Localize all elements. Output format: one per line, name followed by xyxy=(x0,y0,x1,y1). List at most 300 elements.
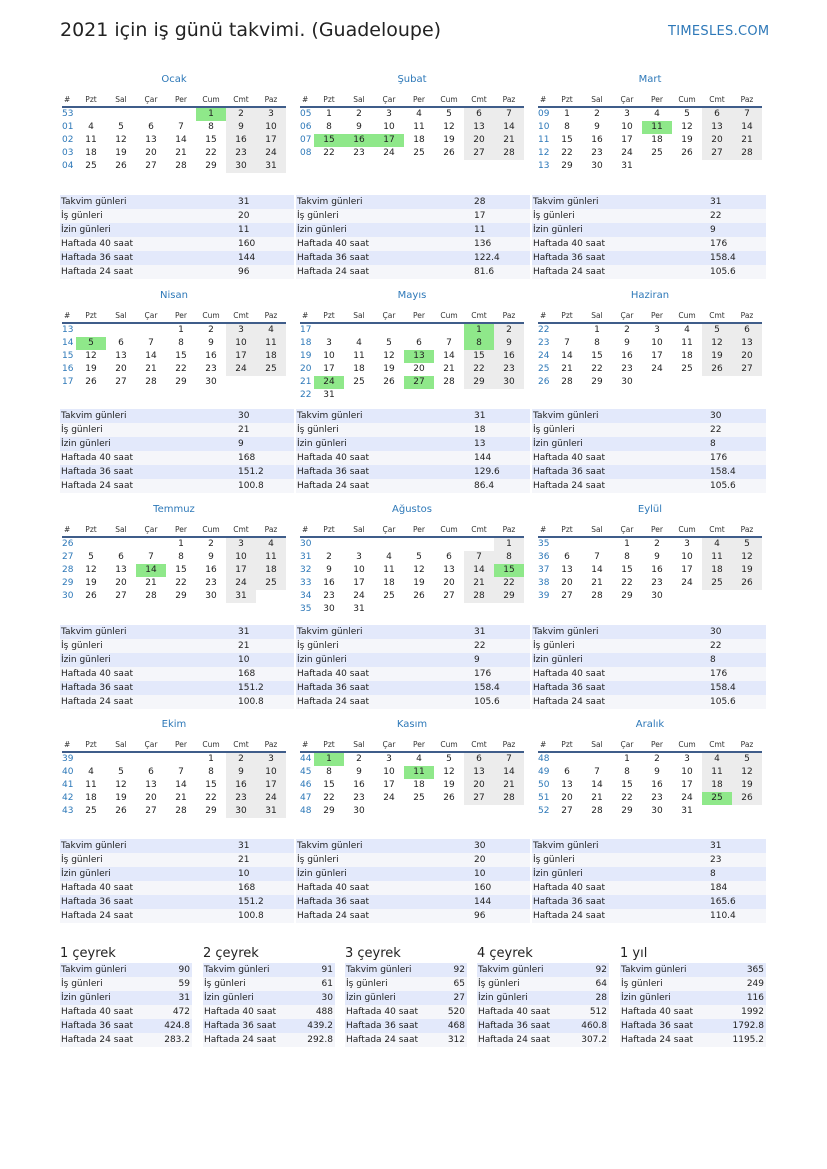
summary-value: 307.2 xyxy=(572,1033,609,1047)
summary-label: Haftada 40 saat xyxy=(532,451,709,465)
holiday-day-cell: 5 xyxy=(76,337,106,350)
empty-day-cell xyxy=(344,537,374,551)
day-cell: 18 xyxy=(383,578,395,588)
summary-label: Haftada 24 saat xyxy=(532,265,709,279)
day-cell: 25 xyxy=(651,148,663,158)
week-number: 15 xyxy=(62,351,74,361)
day-cell: 14 xyxy=(175,780,187,790)
day-cell: 18 xyxy=(681,351,693,361)
summary-value: 160 xyxy=(473,881,530,895)
summary-label: Haftada 40 saat xyxy=(60,881,237,895)
holiday-day-cell: 1 xyxy=(196,107,226,121)
day-cell: 20 xyxy=(115,364,127,374)
summary-value: 122.4 xyxy=(473,251,530,265)
empty-day-cell xyxy=(136,107,166,121)
day-cell: 31 xyxy=(323,390,335,400)
week-number: 34 xyxy=(300,591,312,601)
weekday-header: Sal xyxy=(344,737,374,752)
day-cell: 23 xyxy=(353,793,365,803)
day-cell: 31 xyxy=(353,604,365,614)
week-row xyxy=(300,323,524,337)
page-title: 2021 için iş günü takvimi. (Guadeloupe) xyxy=(60,19,442,41)
day-cell: 19 xyxy=(681,135,693,145)
day-cell: 12 xyxy=(85,565,97,575)
week-row xyxy=(538,363,762,376)
weekday-header: Cmt xyxy=(702,92,732,107)
summary-value: 30 xyxy=(709,409,766,423)
week-number: 28 xyxy=(62,565,74,575)
day-cell: 25 xyxy=(256,363,286,376)
summary-value: 11 xyxy=(473,223,530,237)
day-cell: 3 xyxy=(624,109,630,119)
weekday-header: Paz xyxy=(494,92,524,107)
day-cell: 26 xyxy=(443,148,455,158)
weekday-header: Çar xyxy=(612,737,642,752)
weekday-header: Çar xyxy=(612,522,642,537)
day-cell: 26 xyxy=(681,148,693,158)
summary-label: İzin günleri xyxy=(296,223,473,237)
weekday-header: # xyxy=(538,92,552,107)
month-3 xyxy=(62,286,286,389)
day-cell: 3 xyxy=(256,107,286,121)
week-number: 16 xyxy=(62,364,74,374)
empty-day-cell xyxy=(552,323,582,337)
summary-value: 27 xyxy=(441,991,467,1005)
day-cell: 11 xyxy=(256,337,286,350)
day-cell: 1 xyxy=(594,325,600,335)
day-cell: 6 xyxy=(416,338,422,348)
weekday-header: # xyxy=(62,92,76,107)
summary-label: Haftada 40 saat xyxy=(60,1005,155,1019)
day-cell: 16 xyxy=(651,780,663,790)
summary-value: 158.4 xyxy=(709,681,766,695)
summary-value: 1195.2 xyxy=(719,1033,766,1047)
day-cell: 17 xyxy=(226,564,256,577)
day-cell: 2 xyxy=(208,325,214,335)
weekday-header: Cmt xyxy=(226,522,256,537)
day-cell: 26 xyxy=(85,591,97,601)
quarter-summary-table xyxy=(620,963,766,1047)
week-number: 29 xyxy=(62,578,74,588)
summary-value: 472 xyxy=(155,1005,192,1019)
day-cell: 30 xyxy=(226,160,256,173)
weekday-header: Cmt xyxy=(702,522,732,537)
week-number: 42 xyxy=(62,793,74,803)
day-cell: 5 xyxy=(446,109,452,119)
week-number: 06 xyxy=(300,122,312,132)
empty-day-cell xyxy=(344,389,374,402)
week-number: 47 xyxy=(300,793,312,803)
day-cell: 14 xyxy=(561,351,573,361)
day-cell: 16 xyxy=(591,135,603,145)
week-row xyxy=(62,363,286,376)
empty-day-cell xyxy=(434,389,464,402)
week-row xyxy=(538,350,762,363)
day-cell: 22 xyxy=(621,793,633,803)
month-summary-table xyxy=(532,409,766,493)
empty-day-cell xyxy=(642,376,672,389)
empty-day-cell xyxy=(256,590,286,603)
day-cell: 27 xyxy=(115,591,127,601)
summary-value: 21 xyxy=(237,639,294,653)
summary-value: 1992 xyxy=(719,1005,766,1019)
week-row xyxy=(300,107,524,121)
summary-label: İzin günleri xyxy=(477,991,572,1005)
day-cell: 22 xyxy=(323,148,335,158)
weekday-header: Per xyxy=(166,92,196,107)
day-cell: 15 xyxy=(621,780,633,790)
day-cell: 29 xyxy=(205,161,217,171)
weekday-header: Çar xyxy=(612,92,642,107)
day-cell: 13 xyxy=(443,565,455,575)
week-row xyxy=(300,779,524,792)
summary-value: 22 xyxy=(709,209,766,223)
week-row xyxy=(300,590,524,603)
day-cell: 3 xyxy=(684,539,690,549)
day-cell: 26 xyxy=(115,161,127,171)
empty-day-cell xyxy=(166,752,196,766)
summary-value: 249 xyxy=(719,977,766,991)
day-cell: 5 xyxy=(446,754,452,764)
summary-value: 61 xyxy=(298,977,335,991)
day-cell: 21 xyxy=(561,364,573,374)
day-cell: 3 xyxy=(654,325,660,335)
day-cell: 17 xyxy=(651,351,663,361)
week-row xyxy=(538,337,762,350)
day-cell: 21 xyxy=(732,134,762,147)
summary-value: 30 xyxy=(473,839,530,853)
empty-day-cell xyxy=(434,603,464,616)
empty-day-cell xyxy=(374,389,404,402)
weekday-header: Pzt xyxy=(76,522,106,537)
summary-value: 160 xyxy=(237,237,294,251)
month-summary-table xyxy=(296,409,530,493)
holiday-day-cell: 1 xyxy=(464,323,494,337)
week-number: 20 xyxy=(300,364,312,374)
week-row xyxy=(538,577,762,590)
month-calendar-table xyxy=(538,737,762,818)
day-cell: 4 xyxy=(654,109,660,119)
day-cell: 16 xyxy=(205,565,217,575)
empty-day-cell xyxy=(464,603,494,616)
day-cell: 7 xyxy=(178,122,184,132)
week-number: 17 xyxy=(300,325,312,335)
week-number: 13 xyxy=(538,161,550,171)
summary-value: 165.6 xyxy=(709,895,766,909)
summary-value: 512 xyxy=(572,1005,609,1019)
weekday-header: Cmt xyxy=(464,737,494,752)
week-number: 30 xyxy=(300,539,312,549)
day-cell: 17 xyxy=(621,135,633,145)
day-cell: 23 xyxy=(353,148,365,158)
weekday-header: Sal xyxy=(344,92,374,107)
week-row xyxy=(538,376,762,389)
summary-value: 144 xyxy=(237,251,294,265)
quarter-summary-table xyxy=(477,963,609,1047)
week-row xyxy=(62,805,286,818)
day-cell: 11 xyxy=(702,551,732,564)
day-cell: 14 xyxy=(464,564,494,577)
day-cell: 6 xyxy=(118,552,124,562)
day-cell: 23 xyxy=(226,792,256,805)
day-cell: 25 xyxy=(256,577,286,590)
day-cell: 23 xyxy=(494,363,524,376)
day-cell: 19 xyxy=(383,364,395,374)
day-cell: 28 xyxy=(561,377,573,387)
summary-label: Haftada 36 saat xyxy=(477,1019,572,1033)
weekday-header: Çar xyxy=(374,308,404,323)
summary-value: 9 xyxy=(473,653,530,667)
weekday-header: Per xyxy=(404,737,434,752)
day-cell: 8 xyxy=(624,552,630,562)
summary-value: 28 xyxy=(473,195,530,209)
summary-value: 100.8 xyxy=(237,695,294,709)
weekday-header: Sal xyxy=(344,522,374,537)
day-cell: 7 xyxy=(494,752,524,766)
empty-day-cell xyxy=(702,160,732,173)
day-cell: 2 xyxy=(594,109,600,119)
day-cell: 26 xyxy=(732,792,762,805)
day-cell: 23 xyxy=(226,147,256,160)
day-cell: 29 xyxy=(561,161,573,171)
day-cell: 1 xyxy=(494,537,524,551)
week-row xyxy=(300,564,524,577)
day-cell: 9 xyxy=(226,766,256,779)
week-row xyxy=(62,337,286,350)
week-row xyxy=(62,577,286,590)
day-cell: 12 xyxy=(85,351,97,361)
summary-label: Haftada 36 saat xyxy=(296,465,473,479)
day-cell: 2 xyxy=(208,539,214,549)
weekday-header: Pzt xyxy=(76,308,106,323)
day-cell: 20 xyxy=(561,578,573,588)
month-name: Aralık xyxy=(635,719,665,730)
day-cell: 18 xyxy=(413,135,425,145)
summary-label: Haftada 40 saat xyxy=(532,881,709,895)
day-cell: 7 xyxy=(564,338,570,348)
week-row xyxy=(62,537,286,551)
day-cell: 3 xyxy=(256,752,286,766)
summary-value: 10 xyxy=(237,867,294,881)
day-cell: 7 xyxy=(148,552,154,562)
day-cell: 10 xyxy=(226,337,256,350)
month-calendar-table xyxy=(62,522,286,603)
day-cell: 9 xyxy=(326,565,332,575)
day-cell: 21 xyxy=(443,364,455,374)
week-number: 27 xyxy=(62,552,74,562)
summary-label: İzin günleri xyxy=(532,653,709,667)
day-cell: 7 xyxy=(732,107,762,121)
week-row xyxy=(62,779,286,792)
summary-value: 110.4 xyxy=(709,909,766,923)
day-cell: 5 xyxy=(386,338,392,348)
day-cell: 16 xyxy=(205,351,217,361)
day-cell: 30 xyxy=(353,806,365,816)
holiday-day-cell: 11 xyxy=(404,766,434,779)
week-row xyxy=(538,752,762,766)
weekday-header: Per xyxy=(404,92,434,107)
summary-label: İzin günleri xyxy=(532,437,709,451)
summary-label: Haftada 36 saat xyxy=(532,251,709,265)
summary-value: 105.6 xyxy=(473,695,530,709)
week-number: 35 xyxy=(538,539,550,549)
weekday-header: Pzt xyxy=(76,737,106,752)
empty-day-cell xyxy=(314,537,344,551)
day-cell: 28 xyxy=(443,377,455,387)
empty-day-cell xyxy=(672,590,702,603)
day-cell: 27 xyxy=(443,591,455,601)
day-cell: 4 xyxy=(256,323,286,337)
weekday-header: # xyxy=(538,308,552,323)
week-row xyxy=(300,376,524,389)
weekday-header: Cum xyxy=(672,92,702,107)
brand-logo-text[interactable]: TIMESLES.COM xyxy=(668,24,770,39)
day-cell: 31 xyxy=(256,805,286,818)
summary-value: 30 xyxy=(709,625,766,639)
day-cell: 12 xyxy=(413,565,425,575)
day-cell: 25 xyxy=(702,577,732,590)
day-cell: 13 xyxy=(561,565,573,575)
summary-value: 31 xyxy=(709,839,766,853)
month-5 xyxy=(538,286,762,389)
day-cell: 1 xyxy=(624,754,630,764)
week-number: 13 xyxy=(62,325,74,335)
empty-day-cell xyxy=(732,160,762,173)
weekday-header: Pzt xyxy=(314,522,344,537)
empty-day-cell xyxy=(404,389,434,402)
summary-value: 22 xyxy=(709,423,766,437)
day-cell: 29 xyxy=(464,376,494,389)
summary-label: Haftada 24 saat xyxy=(477,1033,572,1047)
summary-label: Haftada 24 saat xyxy=(296,265,473,279)
weekday-header: Çar xyxy=(136,92,166,107)
weekday-header: Pzt xyxy=(552,92,582,107)
day-cell: 17 xyxy=(256,134,286,147)
day-cell: 3 xyxy=(356,552,362,562)
day-cell: 9 xyxy=(208,338,214,348)
day-cell: 31 xyxy=(621,161,633,171)
week-row xyxy=(62,551,286,564)
summary-label: Haftada 36 saat xyxy=(60,681,237,695)
day-cell: 29 xyxy=(591,377,603,387)
day-cell: 27 xyxy=(464,147,494,160)
weekday-header: # xyxy=(300,522,314,537)
weekday-header: Per xyxy=(404,522,434,537)
day-cell: 3 xyxy=(226,537,256,551)
summary-value: 90 xyxy=(155,963,192,977)
month-calendar-table xyxy=(300,522,524,616)
day-cell: 2 xyxy=(356,109,362,119)
day-cell: 22 xyxy=(494,577,524,590)
holiday-day-cell: 11 xyxy=(642,121,672,134)
day-cell: 30 xyxy=(651,591,663,601)
day-cell: 7 xyxy=(446,338,452,348)
day-cell: 11 xyxy=(681,338,693,348)
weekday-header: Cmt xyxy=(464,308,494,323)
weekday-header: Çar xyxy=(374,92,404,107)
day-cell: 5 xyxy=(702,323,732,337)
empty-day-cell xyxy=(494,603,524,616)
summary-label: Haftada 40 saat xyxy=(532,237,709,251)
empty-day-cell xyxy=(256,376,286,389)
summary-value: 129.6 xyxy=(473,465,530,479)
weekday-header: Çar xyxy=(612,308,642,323)
day-cell: 31 xyxy=(226,590,256,603)
summary-label: İş günleri xyxy=(203,977,298,991)
day-cell: 29 xyxy=(494,590,524,603)
empty-day-cell xyxy=(76,752,106,766)
day-cell: 4 xyxy=(702,537,732,551)
summary-label: İzin günleri xyxy=(296,653,473,667)
day-cell: 14 xyxy=(145,351,157,361)
week-number: 08 xyxy=(300,148,312,158)
day-cell: 6 xyxy=(464,107,494,121)
empty-day-cell xyxy=(374,603,404,616)
day-cell: 15 xyxy=(591,351,603,361)
summary-value: 11 xyxy=(237,223,294,237)
month-name: Nisan xyxy=(160,290,188,301)
summary-label: Haftada 40 saat xyxy=(532,667,709,681)
summary-label: Haftada 36 saat xyxy=(60,465,237,479)
summary-label: İzin günleri xyxy=(60,437,237,451)
day-cell: 24 xyxy=(681,578,693,588)
week-number: 12 xyxy=(538,148,550,158)
month-calendar-table xyxy=(62,92,286,173)
empty-day-cell xyxy=(672,376,702,389)
day-cell: 2 xyxy=(494,323,524,337)
day-cell: 6 xyxy=(564,552,570,562)
day-cell: 17 xyxy=(256,779,286,792)
week-number: 21 xyxy=(300,377,312,387)
month-calendar-table xyxy=(300,308,524,402)
summary-label: Takvim günleri xyxy=(296,195,473,209)
summary-label: Haftada 24 saat xyxy=(60,479,237,493)
weekday-header: Paz xyxy=(256,522,286,537)
summary-label: Takvim günleri xyxy=(296,409,473,423)
day-cell: 10 xyxy=(681,767,693,777)
day-cell: 11 xyxy=(256,551,286,564)
weekday-header: Paz xyxy=(732,737,762,752)
weekday-header: Cum xyxy=(672,308,702,323)
weekday-header: Cmt xyxy=(464,92,494,107)
summary-value: 176 xyxy=(709,451,766,465)
week-number: 45 xyxy=(300,767,312,777)
summary-value: 9 xyxy=(237,437,294,451)
day-cell: 14 xyxy=(591,565,603,575)
month-name: Ağustos xyxy=(392,504,432,515)
day-cell: 20 xyxy=(561,793,573,803)
summary-label: İzin günleri xyxy=(532,867,709,881)
day-cell: 4 xyxy=(256,537,286,551)
week-row xyxy=(300,537,524,551)
day-cell: 4 xyxy=(684,325,690,335)
week-number: 40 xyxy=(62,767,74,777)
month-calendar-table xyxy=(62,308,286,389)
day-cell: 29 xyxy=(175,377,187,387)
summary-label: İş günleri xyxy=(296,853,473,867)
summary-value: 81.6 xyxy=(473,265,530,279)
day-cell: 6 xyxy=(446,552,452,562)
week-row xyxy=(300,121,524,134)
week-number: 38 xyxy=(538,578,550,588)
week-number: 05 xyxy=(300,109,312,119)
empty-day-cell xyxy=(464,805,494,818)
summary-value: 144 xyxy=(473,895,530,909)
summary-label: Haftada 24 saat xyxy=(60,265,237,279)
empty-day-cell xyxy=(642,160,672,173)
summary-value: 151.2 xyxy=(237,681,294,695)
day-cell: 6 xyxy=(148,122,154,132)
